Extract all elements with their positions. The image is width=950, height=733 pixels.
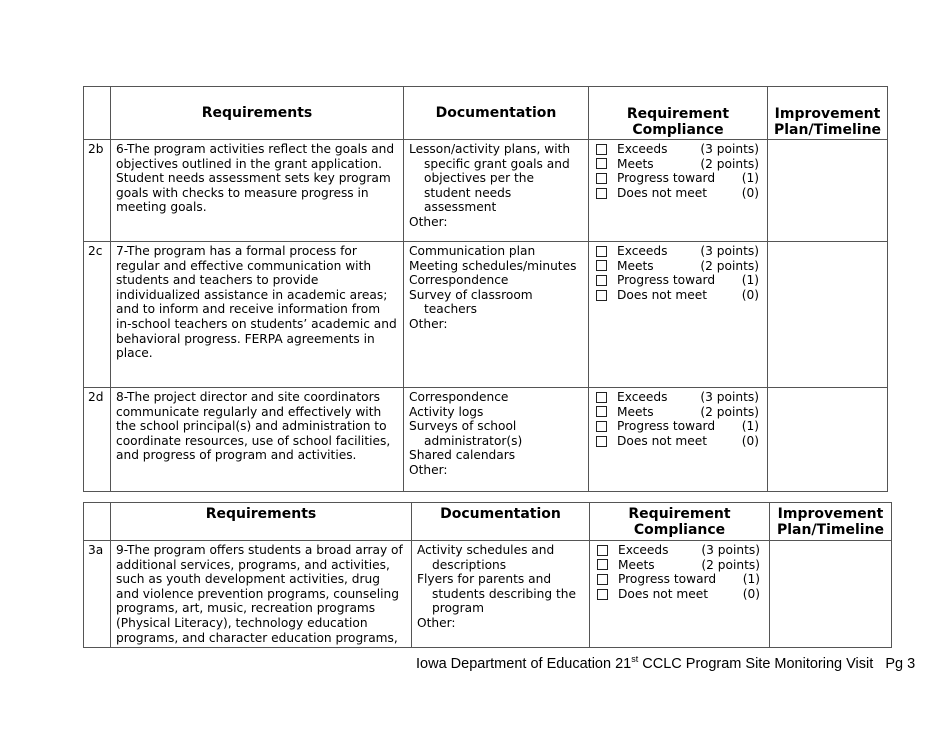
doc-line: Surveys of school	[409, 419, 517, 434]
doc-line: Correspondence	[409, 273, 509, 288]
meets-checkbox[interactable]	[596, 158, 607, 169]
compliance-option-does-not-meet: Does not meet (0)	[594, 288, 762, 303]
table-header-row	[84, 87, 888, 140]
compliance-option-progress: Progress toward (1)	[594, 273, 762, 288]
compliance-option-exceeds: Exceeds (3 points)	[595, 543, 764, 558]
requirements-table-2	[83, 86, 888, 492]
doc-line: student needs	[424, 185, 512, 200]
improvement-cell[interactable]	[768, 140, 888, 242]
doc-line: assessment	[424, 200, 497, 215]
compliance-option-does-not-meet: Does not meet (0)	[595, 587, 764, 602]
requirements-table-3	[83, 502, 892, 648]
header-requirements: Requirements	[111, 87, 404, 140]
row-id: 2c	[84, 242, 111, 388]
table-row	[84, 242, 888, 388]
table-row	[84, 388, 888, 492]
doc-line: Activity logs	[409, 404, 484, 419]
documentation-cell	[404, 388, 589, 492]
doc-line: program	[432, 601, 485, 616]
requirement-text: 7-The program has a formal process for regular and effective communication with students and teachers to provide individualized assistance in academic areas; and to inform and receive information from in-school teachers on students’ academic and behavioral progress. FERPA agreements in place.	[111, 242, 404, 388]
page-footer	[416, 656, 915, 672]
doc-line: Activity schedules and	[417, 543, 555, 557]
compliance-option-exceeds: Exceeds (3 points)	[594, 390, 762, 405]
compliance-option-meets: Meets (2 points)	[594, 405, 762, 420]
documentation-cell	[412, 541, 590, 648]
compliance-option-exceeds: Exceeds (3 points)	[594, 142, 762, 157]
doc-line: Flyers for parents and	[417, 572, 552, 587]
meets-checkbox[interactable]	[596, 260, 607, 271]
requirement-text: 6-The program activities reflect the goals and objectives outlined in the grant application. Student needs assessment sets key program goals with checks to measure progress in meeting goals.	[111, 140, 404, 242]
doc-line: Other:	[409, 462, 448, 477]
does-not-meet-checkbox[interactable]	[596, 188, 607, 199]
compliance-cell	[589, 388, 768, 492]
progress-checkbox[interactable]	[597, 574, 608, 585]
doc-line: Lesson/activity plans, with	[409, 142, 571, 156]
meets-checkbox[interactable]	[596, 406, 607, 417]
compliance-cell	[589, 140, 768, 242]
doc-line: teachers	[424, 302, 478, 317]
exceeds-checkbox[interactable]	[597, 545, 608, 556]
compliance-option-does-not-meet: Does not meet (0)	[594, 434, 762, 449]
table-row	[84, 140, 888, 242]
improvement-cell[interactable]	[768, 242, 888, 388]
progress-checkbox[interactable]	[596, 173, 607, 184]
row-id: 3a	[84, 541, 111, 648]
row-id: 2b	[84, 140, 111, 242]
header-documentation: Documentation	[412, 503, 590, 541]
compliance-option-exceeds: Exceeds (3 points)	[594, 244, 762, 259]
progress-checkbox[interactable]	[596, 275, 607, 286]
compliance-option-progress: Progress toward (1)	[595, 572, 764, 587]
exceeds-checkbox[interactable]	[596, 392, 607, 403]
compliance-option-meets: Meets (2 points)	[594, 157, 762, 172]
doc-line: Survey of classroom	[409, 287, 533, 302]
doc-line: specific grant goals and	[424, 156, 570, 171]
improvement-cell[interactable]	[770, 541, 892, 648]
doc-line: Correspondence	[409, 390, 509, 404]
exceeds-checkbox[interactable]	[596, 144, 607, 155]
doc-line: Communication plan	[409, 244, 536, 258]
requirement-text: 9-The program offers students a broad array of additional services, programs, and activities, such as youth development activities, drug and violence prevention programs, counseling programs, art, music, recreation programs (Physical Literacy), technology education programs, and character education programs,	[111, 541, 412, 648]
header-improvement: Improvement Plan/Timeline	[768, 87, 888, 140]
exceeds-checkbox[interactable]	[596, 246, 607, 257]
doc-line: students describing the	[432, 586, 576, 601]
meets-checkbox[interactable]	[597, 559, 608, 570]
requirement-text: 8-The project director and site coordinators communicate regularly and effectively with the school principal(s) and administration to coordinate resources, use of school facilities, and progress of program and activities.	[111, 388, 404, 492]
doc-line: Other:	[409, 214, 448, 229]
improvement-cell[interactable]	[768, 388, 888, 492]
table-row	[84, 541, 892, 648]
header-id	[84, 87, 111, 140]
doc-line: Other:	[409, 316, 448, 331]
compliance-cell	[590, 541, 770, 648]
footer-suffix: CCLC Program Site Monitoring Visit Pg 3	[638, 656, 916, 672]
header-compliance: Requirement Compliance	[589, 87, 768, 140]
compliance-option-meets: Meets (2 points)	[595, 558, 764, 573]
documentation-cell	[404, 242, 589, 388]
doc-line: Meeting schedules/minutes	[409, 258, 577, 273]
header-requirements: Requirements	[111, 503, 412, 541]
header-documentation: Documentation	[404, 87, 589, 140]
doc-line: descriptions	[432, 557, 507, 572]
compliance-cell	[589, 242, 768, 388]
doc-line: objectives per the	[424, 171, 534, 186]
row-id: 2d	[84, 388, 111, 492]
doc-line: Other:	[417, 615, 456, 630]
does-not-meet-checkbox[interactable]	[596, 290, 607, 301]
header-id	[84, 503, 111, 541]
footer-superscript: st	[631, 654, 639, 665]
header-improvement: Improvement Plan/Timeline	[770, 503, 892, 541]
compliance-option-progress: Progress toward (1)	[594, 419, 762, 434]
doc-line: administrator(s)	[424, 433, 523, 448]
does-not-meet-checkbox[interactable]	[597, 589, 608, 600]
compliance-option-does-not-meet: Does not meet (0)	[594, 186, 762, 201]
header-compliance: Requirement Compliance	[590, 503, 770, 541]
compliance-option-progress: Progress toward (1)	[594, 171, 762, 186]
progress-checkbox[interactable]	[596, 421, 607, 432]
footer-prefix: Iowa Department of Education 21	[416, 656, 632, 672]
compliance-option-meets: Meets (2 points)	[594, 259, 762, 274]
table-header-row	[84, 503, 892, 541]
does-not-meet-checkbox[interactable]	[596, 436, 607, 447]
doc-line: Shared calendars	[409, 448, 516, 463]
documentation-cell	[404, 140, 589, 242]
